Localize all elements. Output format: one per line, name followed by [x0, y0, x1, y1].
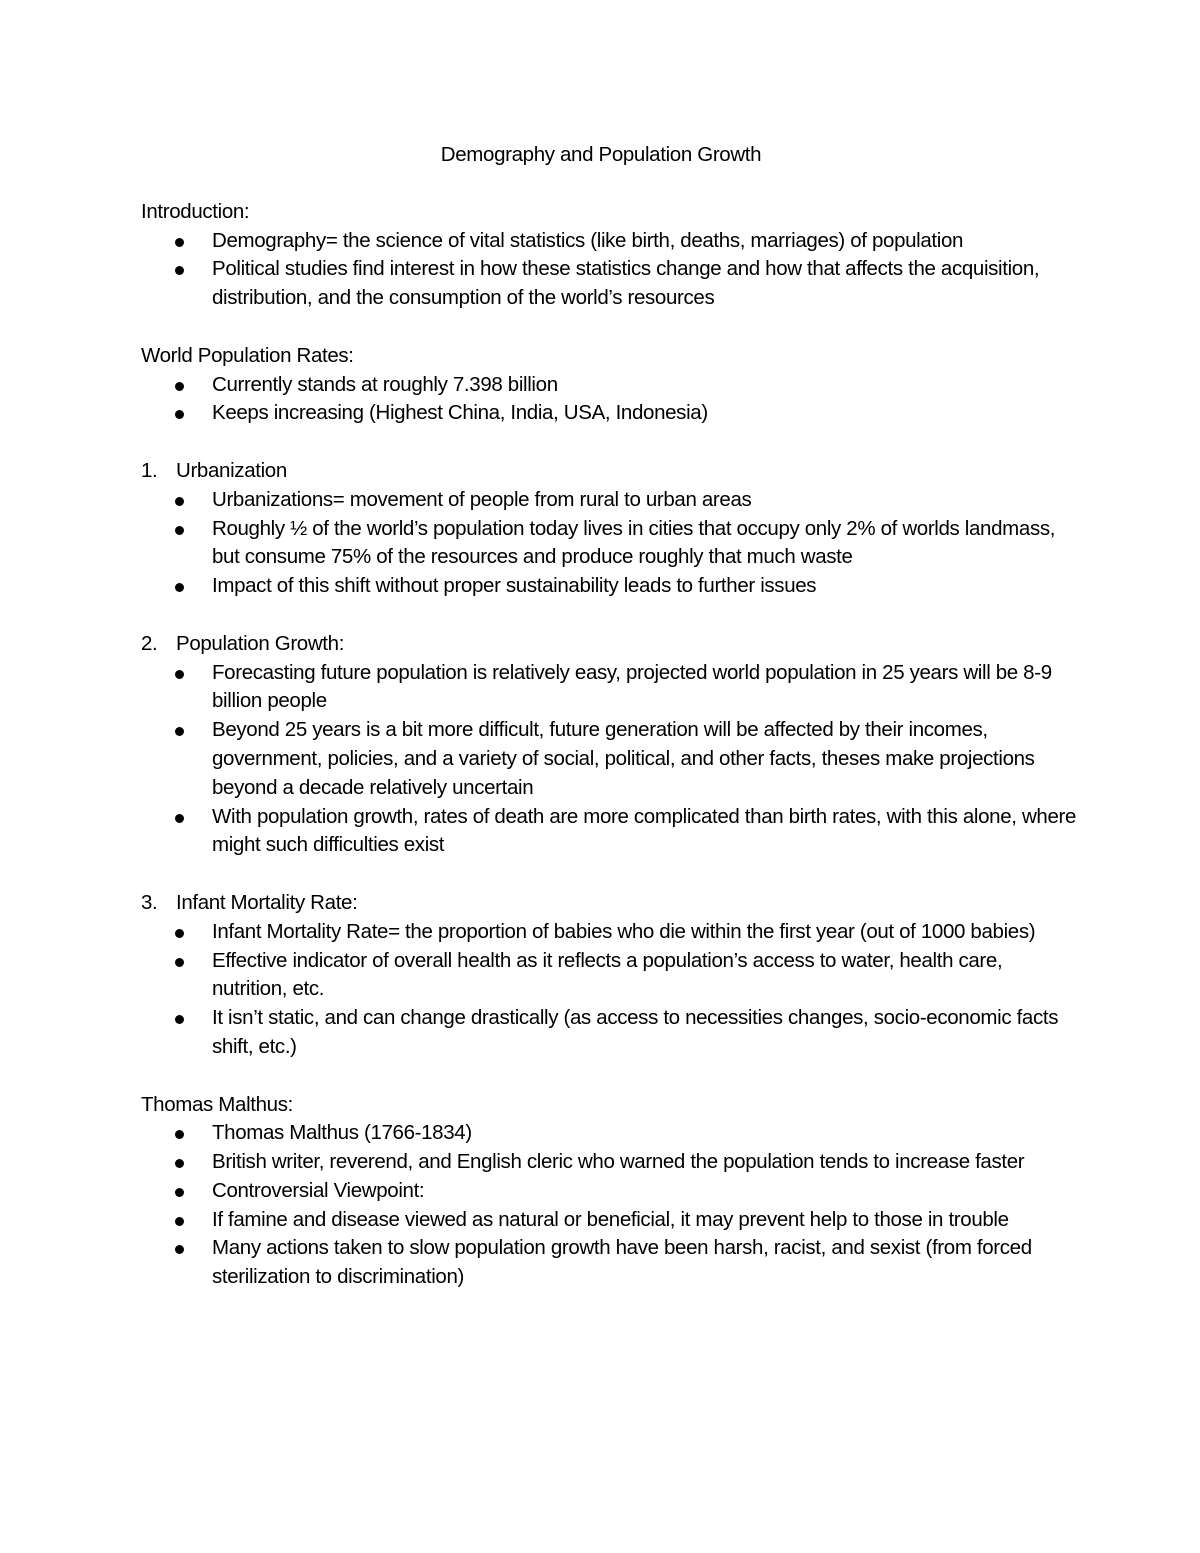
list-item — [141, 486, 1081, 515]
list-item — [141, 803, 1081, 861]
section-heading-urbanization — [141, 457, 1081, 486]
list-item — [141, 515, 1081, 573]
bullet-icon — [175, 1130, 184, 1139]
section-heading-text: Urbanization — [176, 458, 287, 482]
bullet-icon — [175, 814, 184, 823]
bullet-icon — [175, 410, 184, 419]
section-heading-infant-mortality-rate — [141, 889, 1081, 918]
bullet-icon — [175, 1245, 184, 1254]
bullet-icon — [175, 1188, 184, 1197]
list-item-text: Beyond 25 years is a bit more difficult, future generation will be affected by their incomes, government, policies, and a variety of social, political, and other facts, theses make projections beyond a decade relatively uncertain — [212, 718, 1035, 799]
list-item — [141, 371, 1081, 400]
list-item-text: With population growth, rates of death are more complicated than birth rates, with this alone, where might such difficulties exist — [212, 804, 1077, 857]
list-item-text: Political studies find interest in how these statistics change and how that affects the acquisition, distribution, and the consumption of the world’s resources — [212, 257, 1040, 310]
document-page — [141, 141, 1081, 1292]
list-item-text: If famine and disease viewed as natural or beneficial, it may prevent help to those in trouble — [212, 1207, 1009, 1231]
list-item-text: Many actions taken to slow population growth have been harsh, racist, and sexist (from forced sterilization to discrimination) — [212, 1236, 1032, 1289]
bullet-icon — [175, 238, 184, 247]
list-item — [141, 918, 1081, 947]
section-number: 3. — [141, 890, 158, 914]
urbanization-bullet-list — [141, 486, 1081, 601]
list-item-text: Controversial Viewpoint: — [212, 1178, 425, 1202]
list-item — [141, 659, 1081, 717]
document-title: Demography and Population Growth — [440, 143, 762, 166]
list-item-text: Forecasting future population is relatively easy, projected world population in 25 years will be 8-9 billion people — [212, 660, 1052, 713]
section-heading-introduction: Introduction: — [141, 199, 250, 223]
bullet-icon — [175, 497, 184, 506]
list-item-text: Currently stands at roughly 7.398 billion — [212, 372, 558, 396]
bullet-icon — [175, 382, 184, 391]
list-item — [141, 572, 1081, 601]
bullet-icon — [175, 1015, 184, 1024]
bullet-icon — [175, 583, 184, 592]
population-growth-bullet-list — [141, 659, 1081, 861]
section-number: 2. — [141, 631, 158, 655]
list-item-text: Infant Mortality Rate= the proportion of babies who die within the first year (out of 1000 babies) — [212, 919, 1036, 943]
bullet-icon — [175, 1217, 184, 1226]
section-heading-world-population-rates: World Population Rates: — [141, 343, 354, 367]
list-item — [141, 1119, 1081, 1148]
list-item-text: It isn’t static, and can change drastically (as access to necessities changes, socio-economic facts shift, etc.) — [212, 1006, 1059, 1058]
section-heading-text: Population Growth: — [176, 631, 345, 655]
list-item-text: Roughly ½ of the world’s population today lives in cities that occupy only 2% of worlds landmass, but consume 75% of the resources and produce roughly that much waste — [212, 516, 1056, 569]
bullet-icon — [175, 1159, 184, 1168]
list-item-text: Thomas Malthus (1766-1834) — [212, 1121, 472, 1145]
list-item-text: Urbanizations= movement of people from rural to urban areas — [212, 487, 752, 511]
bullet-icon — [175, 670, 184, 679]
list-item — [141, 1004, 1081, 1062]
world-population-bullet-list — [141, 371, 1081, 429]
bullet-icon — [175, 727, 184, 736]
bullet-icon — [175, 958, 184, 967]
bullet-icon — [175, 266, 184, 275]
bullet-icon — [175, 526, 184, 535]
list-item-text: Keeps increasing (Highest China, India, USA, Indonesia) — [212, 401, 708, 425]
list-item-text: Demography= the science of vital statistics (like birth, deaths, marriages) of population — [212, 228, 964, 252]
list-item-text: British writer, reverend, and English cleric who warned the population tends to increase faster — [212, 1150, 1025, 1174]
infant-mortality-bullet-list — [141, 918, 1081, 1062]
section-heading-text: Infant Mortality Rate: — [176, 890, 358, 914]
introduction-bullet-list — [141, 227, 1081, 313]
list-item — [141, 255, 1081, 313]
thomas-malthus-bullet-list — [141, 1119, 1081, 1292]
list-item — [141, 1177, 1081, 1206]
list-item — [141, 399, 1081, 428]
list-item — [141, 947, 1081, 1005]
list-item — [141, 227, 1081, 256]
list-item — [141, 1206, 1081, 1235]
bullet-icon — [175, 929, 184, 938]
list-item — [141, 1234, 1081, 1292]
section-heading-population-growth — [141, 630, 1081, 659]
list-item-text: Impact of this shift without proper sustainability leads to further issues — [212, 574, 817, 598]
list-item — [141, 716, 1081, 802]
section-number: 1. — [141, 458, 158, 482]
list-item — [141, 1148, 1081, 1177]
section-heading-thomas-malthus: Thomas Malthus: — [141, 1092, 293, 1116]
list-item-text: Effective indicator of overall health as it reflects a population’s access to water, health care, nutrition, etc. — [212, 948, 1003, 1001]
